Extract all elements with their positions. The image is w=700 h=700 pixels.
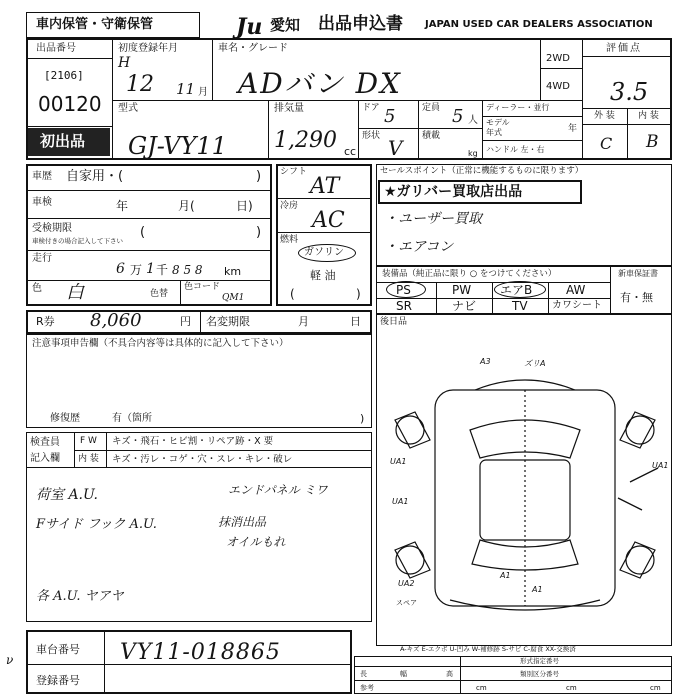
damage-mark-7: A1 <box>500 571 511 580</box>
inspector-fw-label: F W <box>80 436 97 446</box>
inspection-label: 車検 <box>32 197 52 208</box>
lot-number: 00120 <box>38 92 102 116</box>
width-label: 幅 <box>400 670 407 678</box>
car-left-front-wheel <box>395 412 430 448</box>
grade-label: 評価点 <box>606 43 642 54</box>
inspection-month: 月( <box>178 199 195 213</box>
dealer-label: ディーラー・並行 <box>486 103 550 112</box>
form-title: 出品申込書 <box>318 14 403 34</box>
class-label: 類別区分番号 <box>520 670 559 678</box>
registration-month: 11 <box>176 80 196 98</box>
mileage-man-unit: 万 <box>130 263 143 277</box>
shape-value: V <box>388 136 403 160</box>
equip-ps-circle <box>386 281 426 298</box>
model-year-unit: 年 <box>568 124 578 134</box>
inspector-label-1: 検査員 <box>30 437 60 448</box>
cm-2: cm <box>566 684 577 692</box>
damage-legend: A-キズ E-エクボ U-凹み W-補修跡 S-サビ C-腐食 XX-交換済 <box>400 645 576 653</box>
equip-ps: PS <box>396 283 411 297</box>
grade-interior: B <box>646 132 659 152</box>
fuel-diesel: 軽 油 <box>310 269 336 282</box>
equip-airbag-circle <box>494 281 546 298</box>
fuel-gas: ガソリン <box>304 247 344 258</box>
logo-region: 愛知 <box>270 16 301 34</box>
comment-3: 各 A.U. ヤアヤ <box>36 589 124 604</box>
margin-mark: ν <box>6 653 14 667</box>
mileage-rest: 8 5 8 <box>172 263 203 277</box>
grade-score: 3.5 <box>610 78 649 106</box>
recycle-value: 8,060 <box>90 310 142 331</box>
mileage-man: 6 <box>116 261 125 277</box>
aircon-label: 冷房 <box>280 201 299 211</box>
color-value: 白 <box>66 282 84 303</box>
displacement-label: 排気量 <box>274 103 304 114</box>
damage-mark-8: A1 <box>532 585 543 594</box>
damage-mark-5: UA1 <box>652 461 669 470</box>
comment-1: 荷室 A.U. <box>36 487 98 503</box>
sales-point-1: ・ユーザー買取 <box>384 211 482 227</box>
chassis-value: VY11-018865 <box>120 640 281 665</box>
history-label: 車歴 <box>32 171 52 182</box>
equip-airbag: エアB <box>500 283 533 297</box>
fuel-paren-open: ( <box>290 287 295 301</box>
first-entry-label: 初出品 <box>40 132 86 150</box>
damage-mark-4: UA1 <box>392 497 409 506</box>
inspector-interior-label: 内 装 <box>78 454 99 464</box>
aircon-value: AC <box>312 208 345 233</box>
equip-pw: PW <box>452 283 472 297</box>
fuel-label: 燃料 <box>280 235 299 245</box>
inspector-fw-items: キズ・飛石・ヒビ割・リペア跡・X 要 <box>112 436 274 447</box>
received-note: 車検付きの場合記入して下さい <box>32 237 123 245</box>
color-label: 色 <box>32 283 42 294</box>
mileage-label: 走行 <box>32 253 52 264</box>
damage-mark-2: ズリA <box>524 359 546 368</box>
car-body-outline <box>435 390 615 606</box>
repair-label: 修復歴 <box>50 413 80 424</box>
ju-logo: Ju <box>236 14 263 40</box>
doors-label: ドア <box>362 103 380 113</box>
damage-mark-1: A3 <box>480 357 491 366</box>
car-roof <box>475 380 575 390</box>
name-change-day: 日 <box>350 315 361 328</box>
spare-label: スペア <box>396 599 417 607</box>
lot-label: 出品番号 <box>36 43 76 54</box>
back-seat-label: 後日品 <box>380 317 408 327</box>
name-change-month: 月 <box>298 315 309 328</box>
damage-mark-3: UA1 <box>390 457 407 466</box>
equip-sr: SR <box>396 299 412 313</box>
doors-value: 5 <box>384 106 396 127</box>
comment-5: 抹消出品 <box>218 515 267 529</box>
registration-month-suffix: 月 <box>198 87 208 98</box>
equip-tv: TV <box>512 299 528 313</box>
received-paren-close: ) <box>256 225 262 240</box>
shift-label: シフト <box>280 167 308 177</box>
inspection-day: 日) <box>236 199 253 213</box>
car-right-rear-wheel <box>620 542 655 578</box>
notes-label: 注意事項申告欄（不具合内容等は具体的に記入して下さい） <box>32 338 289 349</box>
color-code-value: QM1 <box>222 293 245 303</box>
repair-value: 有（箇所 <box>112 413 152 424</box>
model-year-label-1: モデル <box>486 118 510 127</box>
grade-exterior: C <box>600 134 613 153</box>
comment-2: Fサイド フック A.U. <box>36 517 157 532</box>
mileage-sen-unit: 千 <box>156 263 169 277</box>
comment-6: オイルもれ <box>226 535 286 549</box>
shape-label: 形状 <box>362 131 381 141</box>
comment-4: エンドパネル ミワ <box>228 483 328 497</box>
capacity-value: 5 <box>452 106 464 127</box>
shift-value: AT <box>310 174 340 199</box>
chassis-label: 車台番号 <box>36 643 80 656</box>
equip-aw: AW <box>566 283 586 297</box>
capacity-label: 定員 <box>422 103 441 113</box>
history-block-frame <box>26 164 272 306</box>
length-label: 長 <box>360 670 367 678</box>
sales-point-2: ・エアコン <box>384 239 454 255</box>
vehicle-name-label: 車名・グレード <box>218 43 288 54</box>
storage-label: 車内保管・守衛保管 <box>36 17 154 32</box>
size-label: 形式指定番号 <box>520 657 559 665</box>
equipment-label: 装備品（純正品に限り ○ をつけてください） <box>382 269 557 279</box>
registration-number-label: 登録番号 <box>36 674 80 687</box>
height-label: 高 <box>446 670 453 678</box>
color-code-label: 色コード <box>184 282 221 292</box>
inspection-year: 年 <box>116 199 129 213</box>
association-name: JAPAN USED CAR DEALERS ASSOCIATION <box>425 19 653 30</box>
registration-year: 12 <box>126 72 154 97</box>
displacement-value: 1,290 <box>274 128 337 153</box>
cm-1: cm <box>476 684 487 692</box>
equip-navi: ナビ <box>452 299 477 313</box>
mileage-unit: km <box>224 265 242 278</box>
mileage-1: 1 <box>146 261 155 277</box>
car-right-front-wheel <box>620 412 655 448</box>
model-value: GJ-VY11 <box>128 132 227 160</box>
ref-label: 参考 <box>360 684 374 692</box>
received-paren-open: ( <box>140 225 146 240</box>
drive-4wd: 4WD <box>546 81 570 92</box>
displacement-unit: cc <box>344 145 357 158</box>
car-left-rear-wheel <box>395 542 430 578</box>
inspector-interior-items: キズ・汚レ・コゲ・穴・スレ・キレ・破レ <box>112 454 293 465</box>
drive-2wd: 2WD <box>546 53 570 64</box>
recycle-unit: 円 <box>180 315 191 328</box>
fuel-paren-close: ) <box>356 287 361 301</box>
load-label: 積載 <box>422 131 441 141</box>
history-value: 自家用・( <box>66 169 124 184</box>
color-change-label: 色替 <box>150 289 169 299</box>
capacity-unit: 人 <box>468 115 478 126</box>
grade-exterior-label: 外 装 <box>594 111 615 121</box>
handle-label: ハンドル 左・右 <box>486 145 545 154</box>
recycle-row-frame <box>26 310 372 334</box>
gulliver-label: ★ガリバー買取店出品 <box>384 184 523 200</box>
car-damage-diagram <box>380 350 670 630</box>
car-annotation-stroke <box>618 468 658 510</box>
model-year-label-2: 年式 <box>486 128 502 137</box>
registration-label: 初度登録年月 <box>118 43 178 54</box>
cm-3: cm <box>650 684 661 692</box>
history-paren-close: ) <box>256 169 262 184</box>
recycle-label: R券 <box>36 315 55 328</box>
registration-era: H <box>118 55 131 71</box>
sales-label: セールスポイント（正常に機能するものに限ります） <box>380 166 584 176</box>
lot-code: [2106] <box>44 69 84 82</box>
name-change-label: 名変期限 <box>206 315 250 328</box>
repair-close: ) <box>360 412 365 425</box>
received-label: 受検期限 <box>32 223 72 234</box>
damage-mark-6: UA2 <box>398 579 415 588</box>
warranty-label: 新車保証書 <box>618 269 658 278</box>
equip-seat: カワシート <box>552 300 602 311</box>
warranty-value: 有・無 <box>620 291 653 304</box>
vehicle-name: ADバン DX <box>238 67 402 100</box>
grade-interior-label: 内 装 <box>638 111 659 121</box>
inspector-label-2: 記入欄 <box>30 453 60 464</box>
load-unit: kg <box>468 149 478 158</box>
model-label: 型式 <box>118 103 138 114</box>
